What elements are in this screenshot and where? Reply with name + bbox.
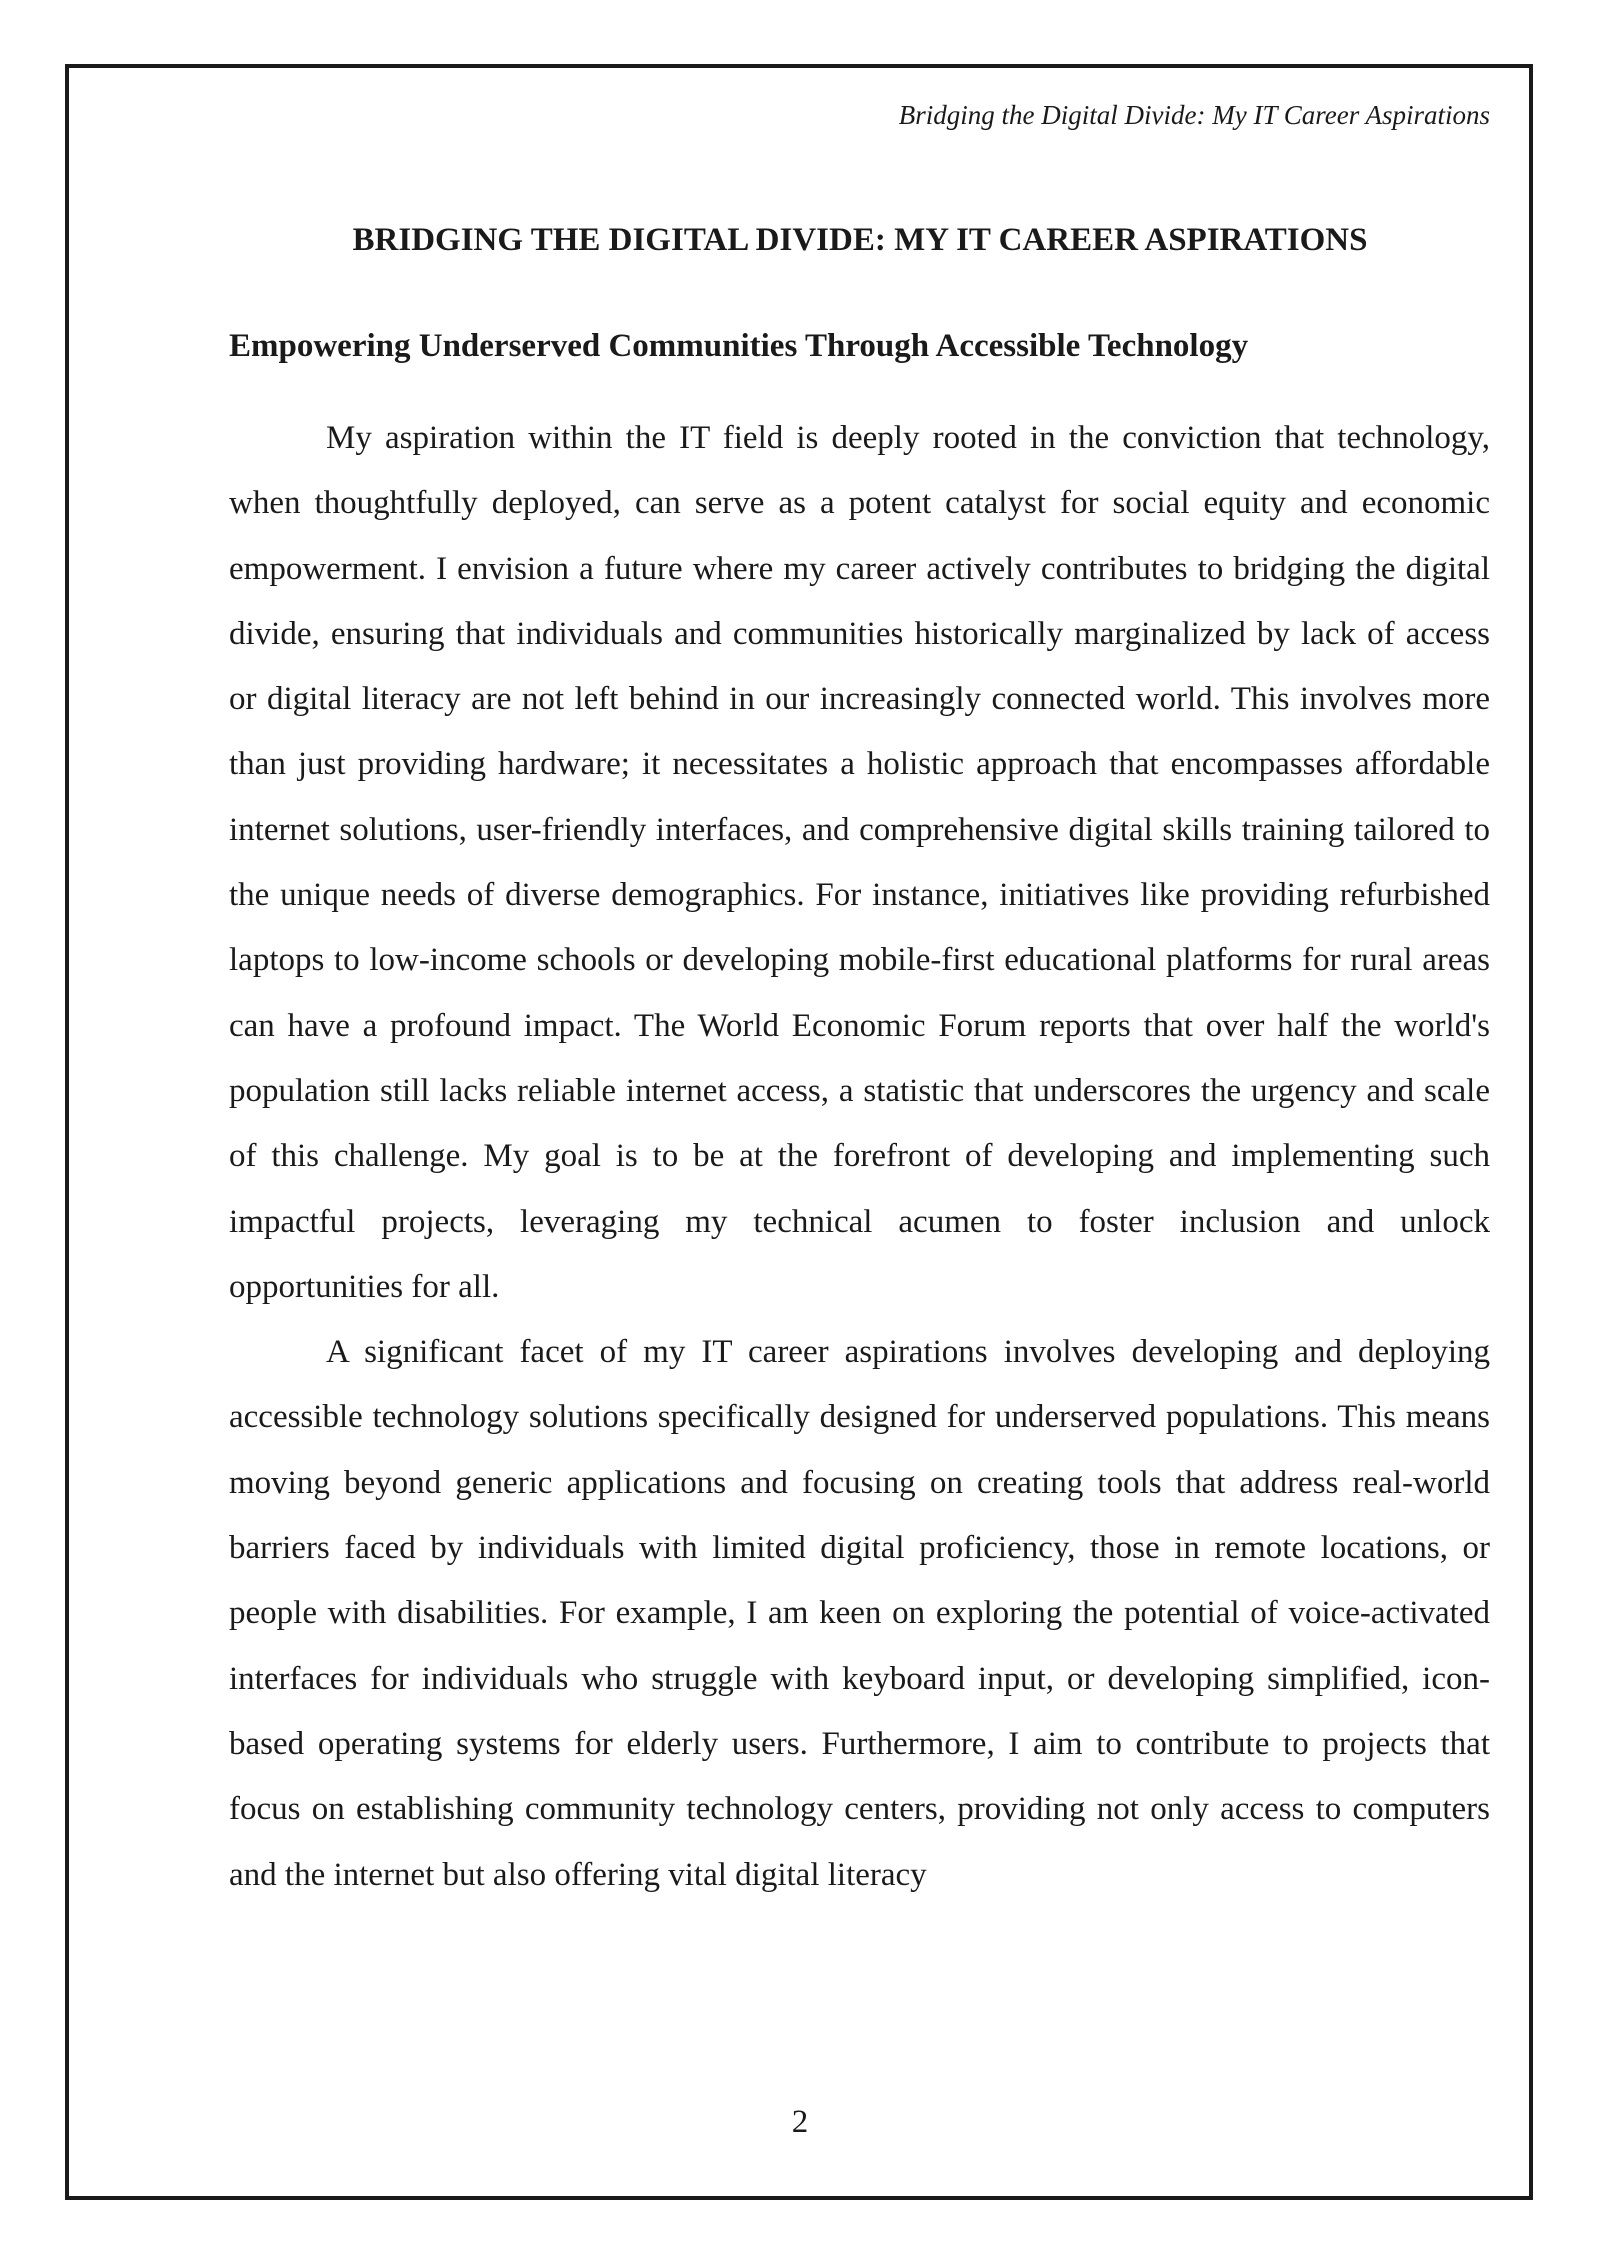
page-number: 2: [791, 2104, 809, 2140]
body-text: [229, 406, 1490, 1908]
document-title: BRIDGING THE DIGITAL DIVIDE: MY IT CAREER ASPIRATIONS: [352, 222, 1368, 258]
section-heading: Empowering Underserved Communities Through Accessible Technology: [229, 328, 1249, 364]
paragraph-2: A significant facet of my IT career aspirations involves developing and deploying accessible technology solutions specifically designed for underserved populations. This means moving beyond generic applications and focusing on creating tools that address real-world barriers faced by individuals with limited digital proficiency, those in remote locations, or people with disabilities. For example, I am keen on exploring the potential of voice-activated interfaces for individuals who struggle with keyboard input, or developing simplified, icon-based operating systems for elderly users. Furthermore, I aim to contribute to projects that focus on establishing community technology centers, providing not only access to computers and the internet but also offering vital digital literacy: [229, 1334, 1490, 1893]
running-header: Bridging the Digital Divide: My IT Career Aspirations: [898, 100, 1490, 130]
paragraph-1: My aspiration within the IT field is deeply rooted in the conviction that technology, when thoughtfully deployed, can serve as a potent catalyst for social equity and economic empowerment. I envision a future where my career actively contributes to bridging the digital divide, ensuring that individuals and communities historically marginalized by lack of access or digital literacy are not left behind in our increasingly connected world. This involves more than just providing hardware; it necessitates a holistic approach that encompasses affordable internet solutions, user-friendly interfaces, and comprehensive digital skills training tailored to the unique needs of diverse demographics. For instance, initiatives like providing refurbished laptops to low-income schools or developing mobile-first educational platforms for rural areas can have a profound impact. The World Economic Forum reports that over half the world's population still lacks reliable internet access, a statistic that underscores the urgency and scale of this challenge. My goal is to be at the forefront of developing and implementing such impactful projects, leveraging my technical acumen to foster inclusion and unlock opportunities for all.: [229, 420, 1490, 1305]
